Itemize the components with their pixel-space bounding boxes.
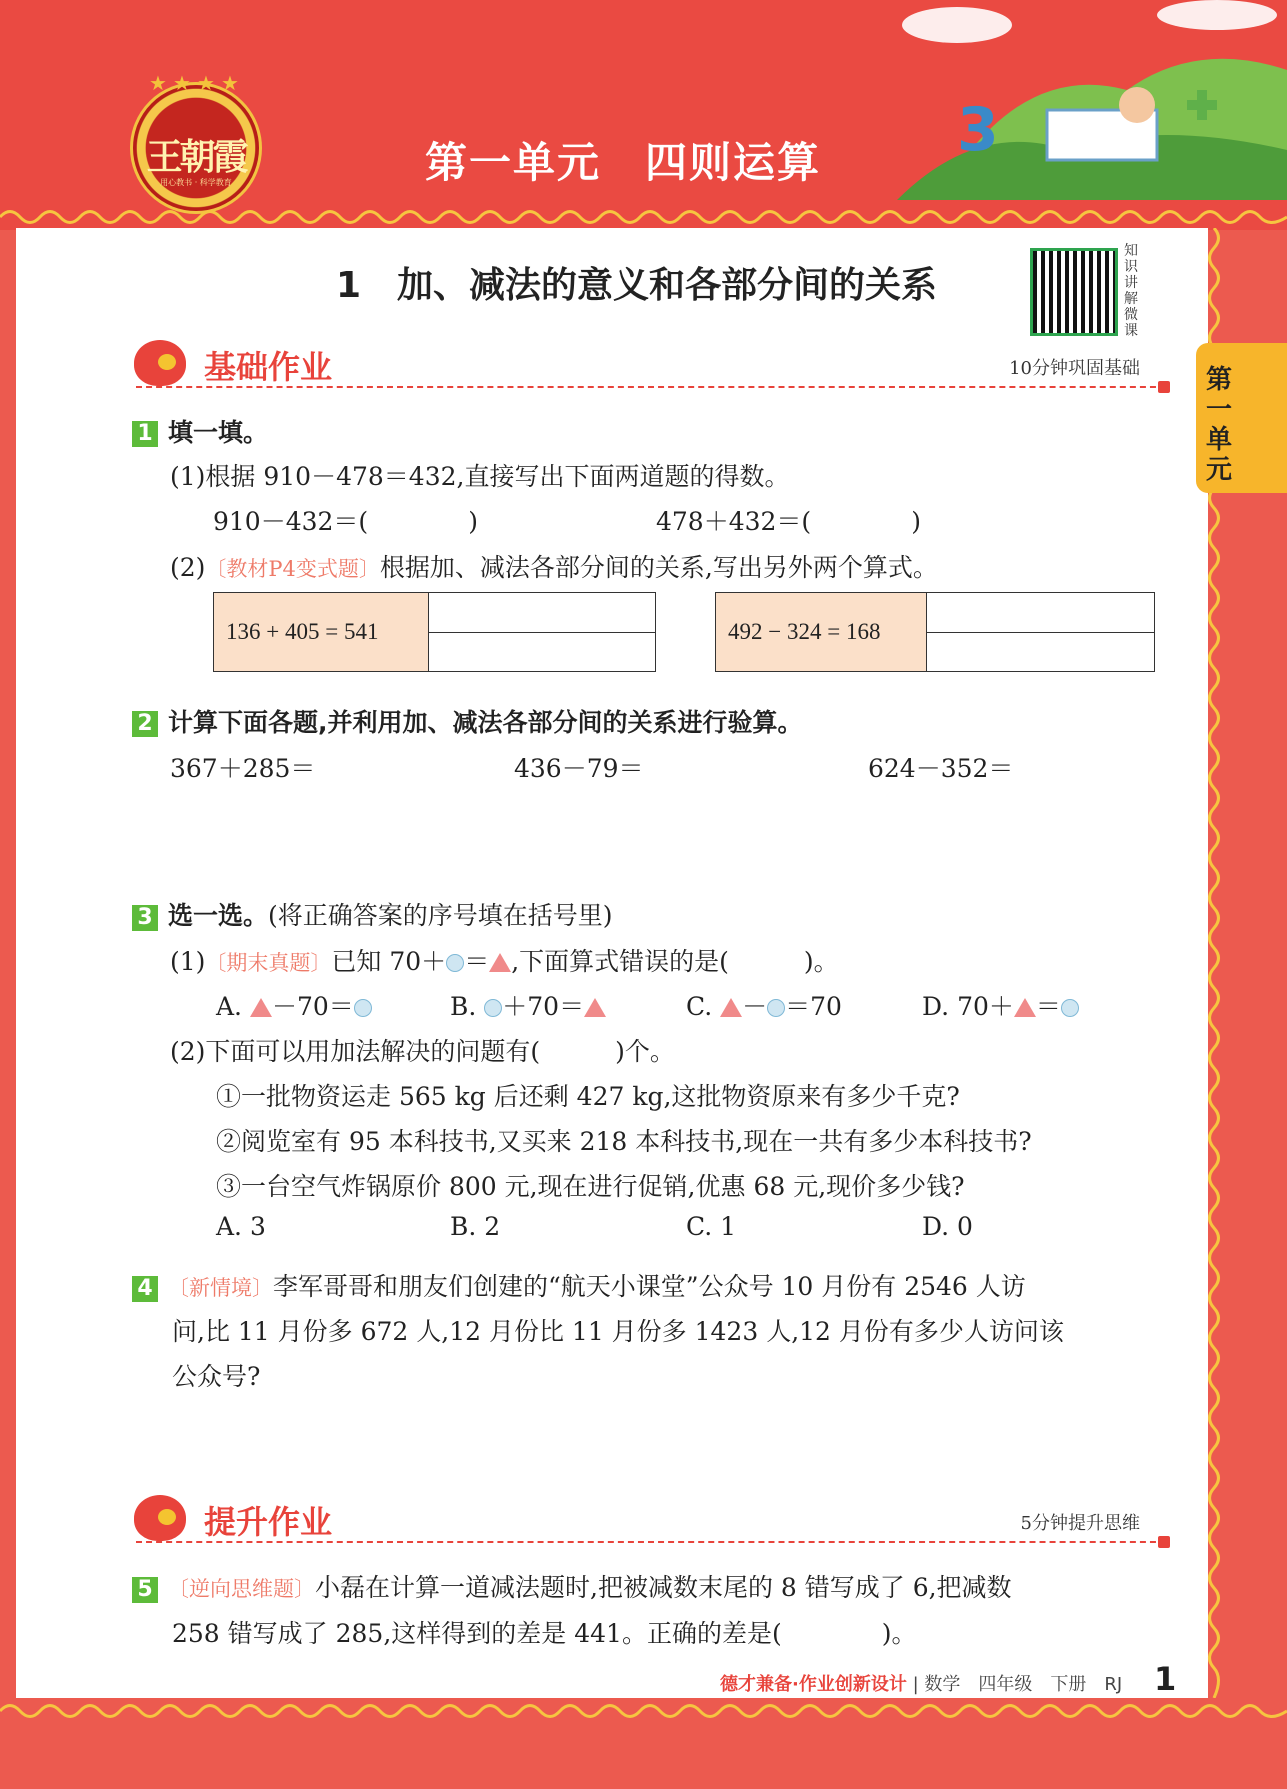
- q4-number: 4: [132, 1276, 158, 1302]
- q2-expr-b[interactable]: 436－79＝: [514, 754, 644, 783]
- q1-p1a[interactable]: 910－432＝( ): [213, 507, 478, 536]
- q1-box2-given: 492 − 324 = 168: [716, 593, 927, 671]
- horn-icon: [134, 1495, 186, 1541]
- option-text: ＝: [1035, 992, 1061, 1021]
- q3-choice-d[interactable]: D. 0: [922, 1212, 973, 1241]
- q1-p2-tag: 〔教材P4变式题〕: [205, 557, 380, 581]
- q1-p1b[interactable]: 478＋432＝( ): [656, 507, 921, 536]
- q1-title: 填一填。: [168, 418, 269, 447]
- q3-choice-b[interactable]: B. 2: [450, 1212, 501, 1241]
- circle-icon: [446, 954, 464, 972]
- star-icon: ★: [221, 71, 239, 95]
- q3-p1-b: ＝: [464, 947, 490, 976]
- q3-p1-prefix: (1): [170, 947, 206, 976]
- footer-info: | 数学 四年级 下册 RJ: [912, 1674, 1123, 1695]
- q3-option-d[interactable]: [922, 987, 1079, 1023]
- q3-statement-2: ②阅览室有 95 本科技书,又买来 218 本科技书,现在一共有多少本科技书?: [216, 1127, 1032, 1156]
- logo-text: 王朝霞: [146, 136, 246, 178]
- star-icon: ★: [173, 71, 191, 95]
- q1-answer-box-1[interactable]: [213, 592, 656, 672]
- q2-expr-a[interactable]: 367＋285＝: [170, 754, 316, 783]
- page-footer: [720, 1670, 1122, 1696]
- bottom-wave-border: [0, 1700, 1287, 1722]
- q3-p1-c: ,下面算式错误的是( )。: [511, 947, 839, 976]
- q5-line-1: [132, 1568, 1012, 1604]
- header-illustration: [897, 0, 1287, 200]
- q3-heading: [132, 896, 613, 932]
- option-text: －70＝: [271, 992, 354, 1021]
- q1-p2-prefix: (2): [170, 553, 206, 582]
- q1-p2-text: 根据加、减法各部分间的关系,写出另外两个算式。: [379, 553, 938, 582]
- q5-text-1: 小磊在计算一道减法题时,把被减数末尾的 8 错写成了 6,把减数: [315, 1573, 1012, 1602]
- svg-text:3: 3: [957, 95, 999, 165]
- q3-p1-a: 已知 70＋: [331, 947, 447, 976]
- unit-side-tab-label: 第一单元: [1206, 365, 1233, 485]
- circle-icon: [767, 999, 785, 1017]
- section-advanced-note: 5分钟提升思维: [1020, 1513, 1140, 1534]
- section-basic-header: [126, 340, 1176, 392]
- q5-number: 5: [132, 1577, 158, 1603]
- option-text: ＋70＝: [502, 992, 585, 1021]
- q4-text-1: 李军哥哥和朋友们创建的“航天小课堂”公众号 10 月份有 2546 人访: [273, 1272, 1026, 1301]
- q3-p1: [170, 942, 839, 978]
- option-text: ＝70: [785, 992, 842, 1021]
- option-label: D.: [922, 992, 950, 1021]
- divider: [136, 1541, 1166, 1543]
- q3-option-b[interactable]: [450, 987, 606, 1023]
- q3-title-note: (将正确答案的序号填在括号里): [268, 901, 613, 930]
- q3-option-a[interactable]: [216, 987, 372, 1023]
- section-advanced-header: [126, 1495, 1176, 1547]
- triangle-icon: [720, 998, 742, 1017]
- q1-box1-given: 136 + 405 = 541: [214, 593, 429, 671]
- q1-answer-box-2[interactable]: [715, 592, 1155, 672]
- top-wave-border: [0, 206, 1287, 228]
- divider: [927, 632, 1154, 633]
- option-text: 70＋: [957, 992, 1014, 1021]
- unit-side-tab[interactable]: [1196, 343, 1287, 493]
- option-text: －: [742, 992, 768, 1021]
- q3-statement-3: ③一台空气炸锅原价 800 元,现在进行促销,优惠 68 元,现价多少钱?: [216, 1172, 965, 1201]
- q5-line-2[interactable]: 258 错写成了 285,这样得到的差是 441。正确的差是( )。: [172, 1619, 917, 1648]
- triangle-icon: [584, 998, 606, 1017]
- q3-p2: (2)下面可以用加法解决的问题有( )个。: [170, 1037, 675, 1066]
- circle-icon: [1061, 999, 1079, 1017]
- divider-end-icon: [1158, 1536, 1170, 1548]
- option-label: B.: [450, 992, 477, 1021]
- option-label: C.: [686, 992, 713, 1021]
- q3-statement-1: ①一批物资运走 565 kg 后还剩 427 kg,这批物资原来有多少千克?: [216, 1082, 960, 1111]
- q4-line-2: 问,比 11 月份多 672 人,12 月份比 11 月份多 1423 人,12 月份有多少人访问该: [172, 1317, 1064, 1346]
- section-advanced-title: 提升作业: [204, 1503, 333, 1541]
- q4-line-1: [132, 1267, 1026, 1303]
- divider: [429, 632, 655, 633]
- divider: [136, 386, 1166, 388]
- qr-label: 知识讲解微课: [1124, 243, 1138, 339]
- triangle-icon: [250, 998, 272, 1017]
- unit-title: 第一单元 四则运算: [425, 138, 822, 187]
- q2-number: 2: [132, 711, 158, 737]
- logo-subtext: 用心教书 · 科学教育: [160, 178, 232, 187]
- star-icon: ★: [149, 71, 167, 95]
- circle-icon: [484, 999, 502, 1017]
- qr-code-icon[interactable]: [1030, 248, 1118, 336]
- q2-title: 计算下面各题,并利用加、减法各部分间的关系进行验算。: [168, 708, 803, 737]
- q3-title: 选一选。: [168, 901, 269, 930]
- q2-expr-c[interactable]: 624－352＝: [868, 754, 1014, 783]
- q1-number: 1: [132, 421, 158, 447]
- q5-tag: 〔逆向思维题〕: [168, 1577, 315, 1601]
- divider-end-icon: [1158, 381, 1170, 393]
- q4-tag: 〔新情境〕: [168, 1276, 273, 1300]
- q1-heading: [132, 413, 268, 449]
- footer-brand: 德才兼备·作业创新设计: [720, 1674, 907, 1695]
- horn-icon: [134, 340, 186, 386]
- brand-logo: [130, 71, 262, 214]
- lesson-title: 1 加、减法的意义和各部分间的关系: [336, 265, 938, 306]
- option-label: A.: [216, 992, 243, 1021]
- circle-icon: [354, 999, 372, 1017]
- q3-choice-a[interactable]: A. 3: [216, 1212, 266, 1241]
- q3-option-c[interactable]: [686, 987, 842, 1023]
- section-basic-title: 基础作业: [204, 348, 333, 386]
- page-number: 1: [1154, 1660, 1177, 1698]
- q4-line-3: 公众号?: [172, 1362, 261, 1391]
- q1-p1: (1)根据 910－478＝432,直接写出下面两道题的得数。: [170, 462, 790, 491]
- q1-p2: [170, 548, 938, 584]
- triangle-icon: [489, 953, 511, 972]
- q2-heading: [132, 703, 803, 739]
- q3-number: 3: [132, 905, 158, 931]
- triangle-icon: [1014, 998, 1036, 1017]
- q3-choice-c[interactable]: C. 1: [686, 1212, 737, 1241]
- q3-p1-tag: 〔期末真题〕: [205, 951, 332, 975]
- star-icon: ★: [197, 71, 215, 95]
- section-basic-note: 10分钟巩固基础: [1009, 358, 1140, 379]
